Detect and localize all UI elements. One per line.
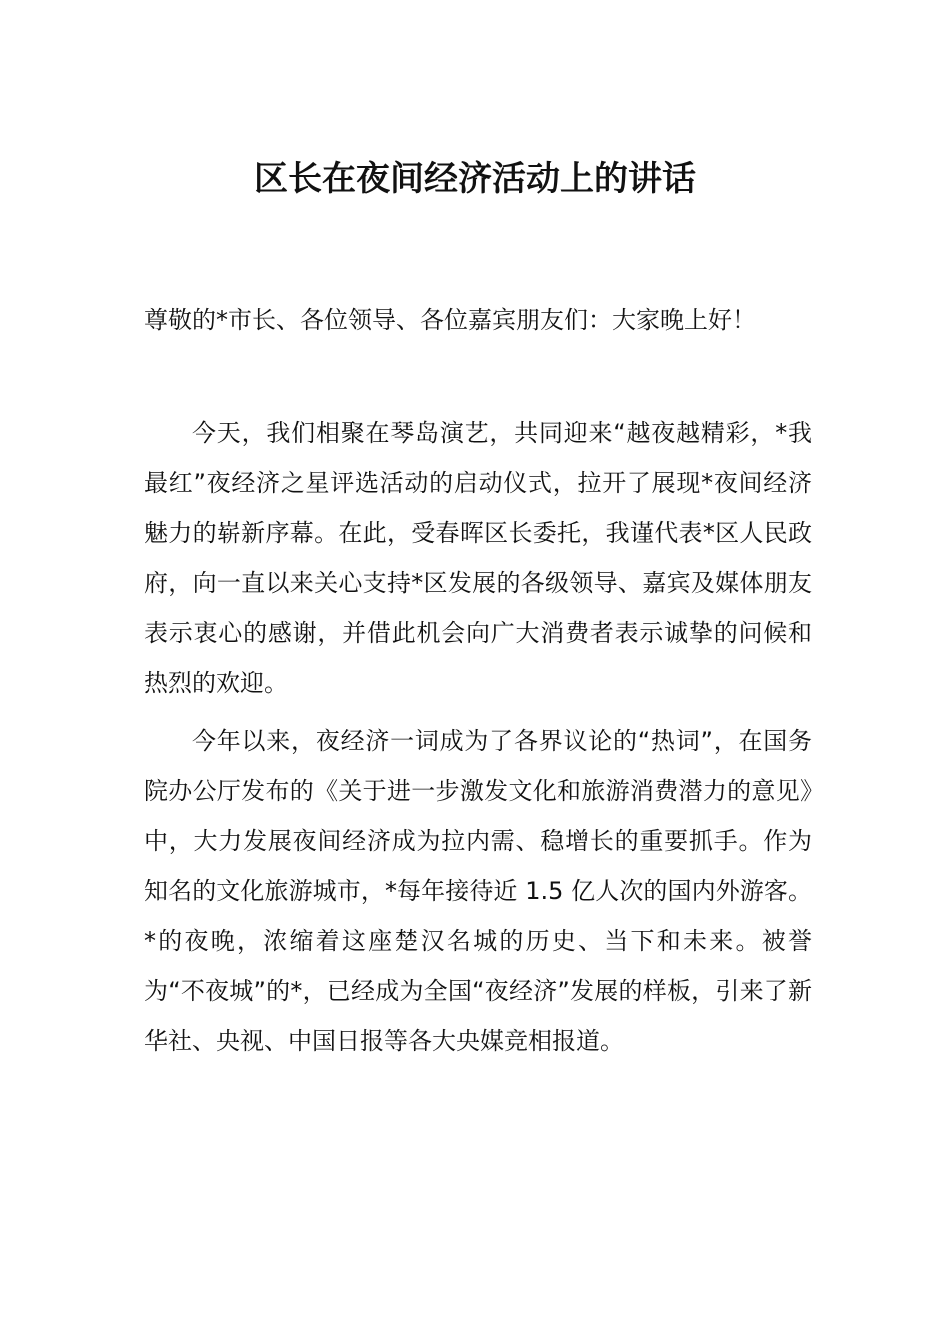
paragraph-2: 今年以来，夜经济一词成为了各界议论的“热词”，在国务院办公厅发布的《关于进一步激发文化和旅游消费潜力的意见》中，大力发展夜间经济成为拉内需、稳增长的重要抓手。作为知名的文化旅游城市，*每年接待近 1.5 亿人次的国内外游客。*的夜晚，浓缩着这座楚汉名城的历史、当下和未来。被誉为“不夜城”的*，已经成为全国“夜经济”发展的样板，引来了新华社、央视、中国日报等各大央媒竞相报道。	[144, 727, 812, 1055]
document-body	[144, 408, 812, 1066]
salutation: 尊敬的*市长、各位领导、各位嘉宾朋友们：大家晚上好！	[144, 306, 756, 334]
paragraph-1: 今天，我们相聚在琴岛演艺，共同迎来“越夜越精彩，*我最红”夜经济之星评选活动的启动仪式，拉开了展现*夜间经济魅力的崭新序幕。在此，受春晖区长委托，我谨代表*区人民政府，向一直以来关心支持*区发展的各级领导、嘉宾及媒体朋友表示衷心的感谢，并借此机会向广大消费者表示诚挚的问候和热烈的欢迎。	[144, 419, 812, 697]
document-title: 区长在夜间经济活动上的讲话	[254, 159, 696, 199]
